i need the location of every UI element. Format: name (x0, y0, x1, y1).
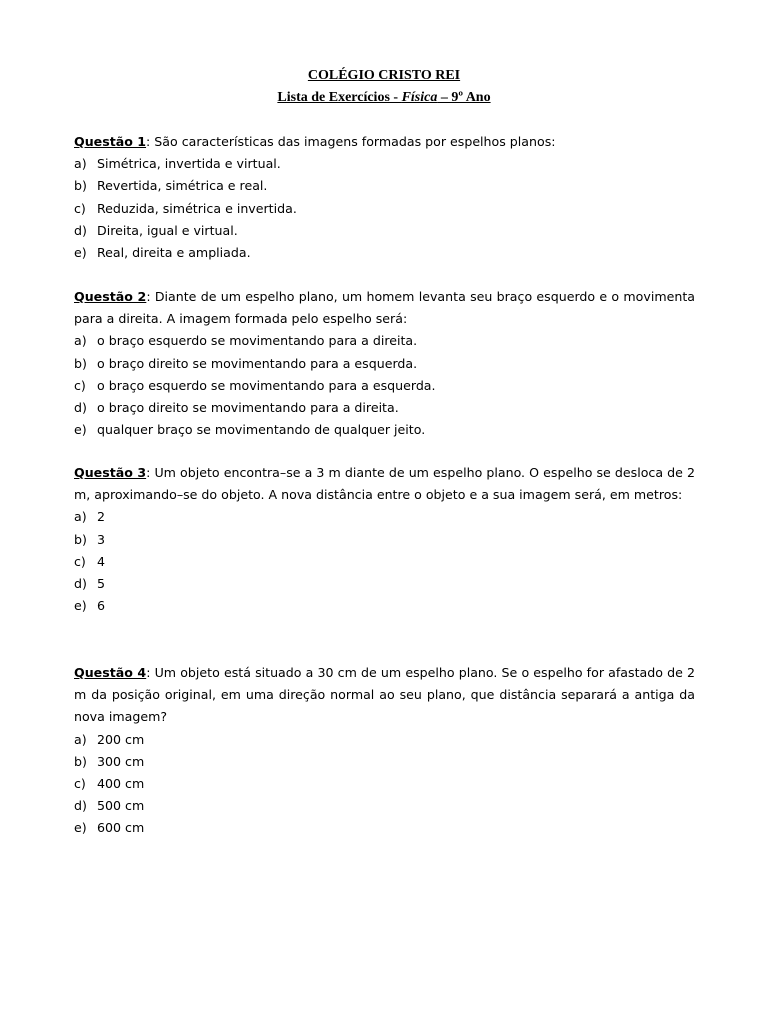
question-label: Questão 4 (74, 665, 147, 680)
option-letter: d) (74, 798, 87, 814)
answer-option-c (74, 551, 695, 573)
option-letter: d) (74, 222, 87, 238)
answer-option-a (74, 506, 695, 528)
question-stem (74, 462, 695, 506)
question-stem (74, 131, 695, 153)
option-text: 4 (97, 553, 106, 569)
question-text: : Diante de um espelho plano, um homem levanta seu braço esquerdo e o movimenta para a direita. A imagem formada pelo espelho será: (74, 289, 695, 327)
exercise-list-title-subject: Física (401, 90, 438, 105)
option-text: Real, direita e ampliada. (97, 245, 251, 261)
option-text: 500 cm (97, 798, 145, 814)
option-letter: a) (74, 509, 87, 525)
option-letter: e) (74, 820, 87, 836)
school-title-text: COLÉGIO CRISTO REI (307, 68, 461, 83)
answer-option-a (74, 729, 695, 751)
question-label: Questão 2 (74, 289, 147, 304)
option-letter: c) (74, 776, 86, 792)
option-letter: e) (74, 598, 87, 614)
option-text: o braço esquerdo se movimentando para a direita. (97, 333, 418, 349)
option-text: Reduzida, simétrica e invertida. (97, 200, 297, 216)
answer-option-b (74, 175, 695, 197)
question-text: : Um objeto encontra–se a 3 m diante de um espelho plano. O espelho se desloca de 2 m, aproximando–se do objeto. A nova distância entre o objeto e a sua imagem será, em metros: (74, 465, 695, 503)
option-letter: e) (74, 245, 87, 261)
answer-option-e (74, 595, 695, 617)
option-text: qualquer braço se movimentando de qualquer jeito. (97, 422, 426, 438)
option-text: 400 cm (97, 776, 145, 792)
question-stem (74, 286, 695, 330)
answer-option-d (74, 220, 695, 242)
question-text: : Um objeto está situado a 30 cm de um espelho plano. Se o espelho for afastado de 2 m da posição original, em uma direção normal ao seu plano, que distância separará a antiga da nova imagem? (74, 665, 696, 725)
option-letter: e) (74, 422, 87, 438)
question-3 (74, 462, 695, 617)
answer-option-a (74, 153, 695, 175)
option-letter: b) (74, 753, 87, 769)
option-text: 300 cm (97, 753, 145, 769)
option-letter: c) (74, 553, 86, 569)
option-letter: c) (74, 377, 86, 393)
option-text: Revertida, simétrica e real. (97, 178, 268, 194)
question-4 (74, 662, 695, 840)
option-text: 5 (97, 576, 106, 592)
question-label: Questão 3 (74, 465, 147, 480)
exercise-list-title (0, 89, 768, 107)
answer-option-b (74, 751, 695, 773)
answer-option-b (74, 353, 695, 375)
answer-option-c (74, 773, 695, 795)
answer-option-e (74, 419, 695, 441)
answer-options (74, 153, 695, 264)
exercise-list-title-suffix: – 9º Ano (437, 90, 491, 105)
answer-options (74, 729, 695, 840)
option-text: Direita, igual e virtual. (97, 222, 238, 238)
option-letter: b) (74, 531, 87, 547)
answer-option-c (74, 198, 695, 220)
option-text: 600 cm (97, 820, 145, 836)
option-letter: a) (74, 156, 87, 172)
exercise-list-title-prefix: Lista de Exercícios - (277, 90, 402, 105)
question-2 (74, 286, 695, 441)
option-text: o braço direito se movimentando para a esquerda. (97, 355, 418, 371)
option-letter: b) (74, 355, 87, 371)
question-1 (74, 131, 695, 264)
option-text: Simétrica, invertida e virtual. (97, 156, 281, 172)
answer-option-d (74, 795, 695, 817)
option-text: o braço esquerdo se movimentando para a esquerda. (97, 377, 436, 393)
option-letter: a) (74, 731, 87, 747)
option-text: 2 (97, 509, 106, 525)
answer-option-b (74, 529, 695, 551)
answer-option-c (74, 375, 695, 397)
option-letter: a) (74, 333, 87, 349)
option-text: 200 cm (97, 731, 145, 747)
answer-option-d (74, 397, 695, 419)
option-letter: d) (74, 400, 87, 416)
answer-option-e (74, 817, 695, 839)
answer-option-d (74, 573, 695, 595)
answer-option-a (74, 330, 695, 352)
answer-option-e (74, 242, 695, 264)
answer-options (74, 330, 695, 441)
option-text: 6 (97, 598, 106, 614)
question-label: Questão 1 (74, 134, 147, 149)
school-title (0, 67, 768, 85)
option-text: 3 (97, 531, 106, 547)
answer-options (74, 506, 695, 617)
option-letter: d) (74, 576, 87, 592)
question-text: : São características das imagens formadas por espelhos planos: (146, 134, 556, 149)
option-letter: c) (74, 200, 86, 216)
option-letter: b) (74, 178, 87, 194)
question-stem (74, 662, 695, 729)
option-text: o braço direito se movimentando para a direita. (97, 400, 399, 416)
